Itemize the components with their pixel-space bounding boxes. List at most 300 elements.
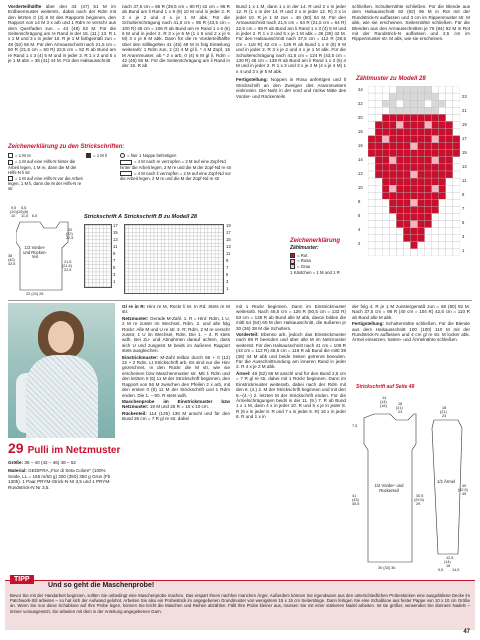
chart-cell bbox=[425, 214, 432, 221]
chart-cell bbox=[439, 157, 446, 164]
row-number: 11 bbox=[113, 244, 118, 249]
paragraph-text: Bund 1 x 1 M, dann 1 x in der 14. R und 2 x in jeder 12. R (1 x in der 14. R und 2 x in jeder 12. R) 3 x in jeder 10. R je 1 M zun = 46 (50) 54 M. Für den Armausschnitt nach 21,5 cm = 64 R (21,5 cm = 64 R) 22,5 cm = 68 R ab Bund am li Rand 1 x 3 (4) 5 M und in jeder 2. R 1 x 2 und 5 x je 1 M abk = 36 (39) 42 M. Für den Halsausschnitt nach 37,5 cm = 112 R (39,5 cm = 118 R) 42 cm = 126 R ab Bund 1 x 8 (8) 9 M und in jeder 2. R 3 x je 2 und 4 x je 1 M abk. Für die Schulterschrägung nach 41,5 cm = 124 R (43,5 cm = 130 R) 46 cm = 138 R ab Bund am li Rand 1 x 3 (5) 4 M und in jeder 2. R 1 x 3 und 3 x je 4 M (4 x je 4 M) 1 x 4 und 3 x je 5 M abk. bbox=[236, 4, 346, 74]
chart-cell bbox=[389, 235, 396, 242]
chart-cell bbox=[375, 171, 382, 178]
chart-cell bbox=[453, 129, 460, 136]
chart-cell bbox=[368, 249, 375, 256]
model-info bbox=[8, 460, 116, 570]
chart-cell bbox=[418, 114, 425, 121]
chart-cell bbox=[418, 129, 425, 136]
chart-cell bbox=[418, 192, 425, 199]
chart-cell bbox=[439, 114, 446, 121]
row-number: 12 bbox=[358, 171, 363, 176]
row-number: 7 bbox=[113, 258, 116, 263]
chart-cell bbox=[382, 214, 389, 221]
chart-cell bbox=[425, 93, 432, 100]
row-number: 9 bbox=[226, 258, 229, 263]
chart-a-rows bbox=[113, 224, 121, 288]
chart-cell bbox=[432, 129, 439, 136]
row-number: 22 bbox=[358, 101, 363, 106]
chart-cell bbox=[396, 150, 403, 157]
paragraph: Größe: 36 – 40 (42 – 46) 48 – 52 bbox=[8, 460, 76, 465]
dimension-label: 20 bbox=[68, 228, 73, 232]
chart-cell bbox=[453, 150, 460, 157]
grey-swatch-icon bbox=[290, 264, 295, 269]
chart-cell bbox=[439, 86, 446, 93]
chart-cell bbox=[403, 178, 410, 185]
text-column-3 bbox=[236, 4, 346, 234]
chart-cell bbox=[382, 129, 389, 136]
chart-cell bbox=[418, 249, 425, 256]
row-number: 18 bbox=[358, 129, 363, 134]
paragraph-text: Noppen in Rosa anfertigen und lt Strickschrift an den Zweigen des Arannmusters einknoten. Die Naht in der vord und rückw Mitte des Vorder- und Rückenteils bbox=[236, 77, 346, 99]
paragraph-text: nach 37,5 cm = 86 R (39,5 cm = 90 R) 42 cm = 96 R ab Bund am li Rand 1 x 9 (9) 10 M und in jeder 2. R 3 x je 2 und 4 x je 1 M abk. Für die Schulterschrägung nach 41,5 cm = 96 R (43,5 cm = 100 R) 46 cm = 106 R ab Bund am re Rand 1 x 6 (6) 6 M und in jeder 2. R 3 x je 5 M (1 x 5 und 2 x je 6 M) 3 x je 6 M abk. Dann für die re Vorderteilhälfte über den stilllegelten 41 (45) 49 M in folg Einteilung weiterarb: 1 Rdm zun, 2 (2) 4 M gl li, * 4 M Zopf, 15 M Arannmuster, ab * 2 x arb, 0 (4) 6 M gl li, Rdm = 42 (46) 50 M. Für die Seitenschrägung am li Rand in der 15. R ab bbox=[122, 4, 230, 69]
dimension-label: (29,5) bbox=[414, 498, 424, 502]
chart-cell bbox=[446, 143, 453, 150]
chart-cell bbox=[368, 93, 375, 100]
chart-cell bbox=[425, 185, 432, 192]
color-legend-title: Zeichenerklärung bbox=[290, 238, 341, 244]
chart-cell bbox=[382, 157, 389, 164]
legend-item: = 1 M re bbox=[8, 153, 83, 158]
chart-cell bbox=[396, 242, 403, 249]
chart-cell bbox=[432, 164, 439, 171]
chart-cell bbox=[375, 221, 382, 228]
chart-cell bbox=[368, 235, 375, 242]
chart-cell bbox=[432, 199, 439, 206]
chart-cell bbox=[432, 86, 439, 93]
chart-cell bbox=[439, 178, 446, 185]
chart-cell bbox=[389, 129, 396, 136]
row-number: 20 bbox=[358, 115, 363, 120]
chart-cell bbox=[410, 171, 417, 178]
chart-cell bbox=[446, 86, 453, 93]
dimension-label: 42,5 bbox=[8, 262, 16, 266]
chart-cell bbox=[382, 178, 389, 185]
chart-cell bbox=[425, 136, 432, 143]
chart-cell bbox=[410, 192, 417, 199]
row-number: 3 bbox=[226, 279, 229, 284]
chart-cell bbox=[446, 171, 453, 178]
chart-cell bbox=[432, 206, 439, 213]
chart-cell bbox=[375, 249, 382, 256]
chart-cell bbox=[432, 178, 439, 185]
paragraph: Rückenteil: 114 (126) 136 M anschl und für den Bund 25 cm = 7 R gl re str, dabei bbox=[122, 410, 230, 422]
symbol-legend bbox=[8, 144, 236, 202]
chart-cell bbox=[418, 107, 425, 114]
chart-cell bbox=[396, 100, 403, 107]
paragraph: Vorderteil: Ebenso arb, jedoch das Einstrickmuster nach 88 R beenden und über alle M im Netzmuster weiterstr. Für den Halsausschnitt nach 41 cm = 106 R (43 cm = 112 R) 45,5 cm = 118 R ab Bund die mittl 38 (38) 44 M abk und beide Seiten getrennt beenden. Für die Ausschnittrundung am inneren Rand in jeder 2. R 4 x je 2 M abk. bbox=[236, 332, 346, 370]
chart-cell bbox=[389, 228, 396, 235]
chart-cell bbox=[410, 214, 417, 221]
pink-swatch-icon bbox=[290, 259, 295, 264]
chart-cell bbox=[446, 114, 453, 121]
chart-cell bbox=[439, 235, 446, 242]
chart-cell bbox=[418, 214, 425, 221]
legend-item: = 1 M li bbox=[86, 153, 116, 158]
chart-cell bbox=[453, 178, 460, 185]
chart-cell bbox=[389, 150, 396, 157]
chart-cell bbox=[425, 129, 432, 136]
chart-cell bbox=[396, 164, 403, 171]
chart-cell bbox=[382, 107, 389, 114]
chart-cell bbox=[389, 121, 396, 128]
chart-cell bbox=[403, 221, 410, 228]
chart-cell bbox=[453, 221, 460, 228]
row-number: 7 bbox=[226, 265, 229, 270]
chart-cell bbox=[453, 249, 460, 256]
chart-cell bbox=[446, 107, 453, 114]
color-legend bbox=[290, 238, 352, 298]
dimension-label: 23 bbox=[398, 410, 403, 414]
chart-cell bbox=[453, 206, 460, 213]
chart-cell bbox=[446, 249, 453, 256]
chart-cell bbox=[425, 164, 432, 171]
dimension-label: (21) bbox=[440, 410, 447, 414]
dimension-label: 30,5 bbox=[416, 494, 424, 498]
chart-cell bbox=[396, 107, 403, 114]
chart-cell bbox=[396, 178, 403, 185]
dimension-label: 22,5 bbox=[64, 268, 72, 272]
chart-cell bbox=[425, 100, 432, 107]
chart-cell bbox=[432, 185, 439, 192]
knit-chart-b bbox=[124, 224, 224, 294]
chart-cell bbox=[410, 136, 417, 143]
chart-cell bbox=[418, 157, 425, 164]
row-number: 4 bbox=[358, 227, 361, 232]
paragraph-heading: Vorderteilhälfte bbox=[8, 4, 42, 9]
dimension-label: (22) bbox=[66, 232, 73, 236]
chart-b-title: Strickschrift B zu Modell 28 bbox=[124, 214, 198, 220]
chart-cell bbox=[382, 86, 389, 93]
dimension-label: (10)(10)(6) bbox=[10, 210, 29, 214]
tip-text: Bevor Sie mit der Handarbeit beginnen, sollten Sie unbedingt eine Maschenprobe machen. Das erspart Ihnen nachher manchen Ärger. Außerdem können Sie irgendwann aus den unterschiedlichen Probestücken eine ausgefallene Decke im Patchwork-Stil arbeiten – so hat sich der Aufwand gelohnt. Arbeiten Sie also ein Probestück im angegebenen Grundmuster von wenigstens 15 x 15 cm Seitenlänge. Dann fertigen Sie eine Schablone aus fester Pappe von 10 x 10 cm Größe an. Wenn Sie nun diese Schablone auf Ihre Probe legen, können Sie leicht die Maschen und Reihen abzählen. Fällt Ihre Probe kleiner aus, müssen Sie mit einer stärkeren Nadel arbeiten. Ist sie größer, verwenden Sie dünnere Nadeln – immer vorausgesetzt, Sie arbeiten mit dem in der Anleitung angegebenen Garn. bbox=[10, 593, 470, 614]
text-column-2 bbox=[122, 4, 230, 142]
dimension-label: 6,5 bbox=[32, 214, 38, 218]
chart-cell bbox=[375, 206, 382, 213]
chart-cell bbox=[375, 107, 382, 114]
chart-cell bbox=[425, 157, 432, 164]
chart-cell bbox=[453, 100, 460, 107]
chart-cell bbox=[368, 221, 375, 228]
row-number: 7 bbox=[462, 206, 465, 211]
chart-cell bbox=[446, 221, 453, 228]
chart-cell bbox=[396, 114, 403, 121]
chart-cell bbox=[410, 150, 417, 157]
dimension-label: 9,5 bbox=[438, 568, 444, 572]
chart-cell bbox=[410, 242, 417, 249]
dimension-label: 45 bbox=[462, 492, 467, 496]
dimension-label: 5,5 bbox=[21, 206, 27, 210]
dimension-label: 29 bbox=[416, 502, 421, 506]
chart-cell bbox=[368, 129, 375, 136]
row-number: 1 bbox=[113, 279, 116, 284]
chart-cell bbox=[368, 206, 375, 213]
chart-cell bbox=[403, 164, 410, 171]
bobble-symbol-icon bbox=[120, 153, 125, 158]
chart-cell bbox=[453, 164, 460, 171]
chart-cell bbox=[418, 136, 425, 143]
chart-cell bbox=[396, 192, 403, 199]
chart-cell bbox=[446, 136, 453, 143]
chart-cell bbox=[453, 121, 460, 128]
chart-cell bbox=[382, 136, 389, 143]
chart-cell bbox=[389, 178, 396, 185]
chart-cell bbox=[425, 107, 432, 114]
chart-cell bbox=[410, 93, 417, 100]
chart-cell bbox=[439, 171, 446, 178]
chart-cell bbox=[382, 242, 389, 249]
row-number: 21 bbox=[462, 108, 467, 113]
dimension-label: 14 bbox=[382, 396, 387, 400]
chart-cell bbox=[403, 228, 410, 235]
chart-cell bbox=[382, 185, 389, 192]
chart-cell bbox=[446, 214, 453, 221]
legend-item: = Grau bbox=[290, 264, 352, 269]
row-number: 11 bbox=[462, 178, 467, 183]
chart-cell bbox=[375, 192, 382, 199]
dimension-label: (21,5) bbox=[62, 264, 72, 268]
dimension-label: (43) bbox=[352, 498, 359, 502]
row-number: 14 bbox=[358, 157, 363, 162]
dimension-label: (14) bbox=[380, 400, 387, 404]
paragraph: Gl re in R: Hinr re M, Rückr li M. In Rd: Stets re M str. bbox=[122, 304, 230, 315]
chart-cell bbox=[368, 114, 375, 121]
chart-cell bbox=[410, 121, 417, 128]
chart-cell bbox=[439, 107, 446, 114]
chart-cell bbox=[425, 221, 432, 228]
chart-cell bbox=[446, 150, 453, 157]
count-chart-strawberry bbox=[368, 86, 460, 256]
chart-cell bbox=[368, 150, 375, 157]
dimension-label: 21,5 bbox=[64, 260, 72, 264]
purl-symbol-icon bbox=[86, 153, 91, 158]
model-number: 29 bbox=[8, 440, 24, 456]
chart-cell bbox=[375, 178, 382, 185]
chart-cell bbox=[368, 199, 375, 206]
chart-cell bbox=[389, 136, 396, 143]
chart-cell bbox=[403, 199, 410, 206]
text-column-5 bbox=[122, 304, 230, 574]
chart-cell bbox=[375, 185, 382, 192]
chart-cell bbox=[368, 214, 375, 221]
chart-cell bbox=[389, 86, 396, 93]
chart-cell bbox=[425, 228, 432, 235]
dimension-label: (14) bbox=[444, 560, 451, 564]
chart-cell bbox=[446, 100, 453, 107]
chart-cell bbox=[382, 143, 389, 150]
chart-cell bbox=[432, 157, 439, 164]
chart-cell bbox=[453, 86, 460, 93]
chart-cell bbox=[425, 114, 432, 121]
legend-item: = 4 M nach li verzopfen = 2 M auf eine Zopf-Nd vor die Arbeit legen, 2 M re und die M der Zopf-Nd re str bbox=[120, 170, 231, 182]
chart-cell bbox=[389, 185, 396, 192]
count-chart-left-rows bbox=[358, 86, 367, 256]
chart-cell bbox=[418, 235, 425, 242]
legend-item: = Rosa bbox=[290, 258, 352, 263]
chart-cell bbox=[410, 86, 417, 93]
chart-cell bbox=[410, 235, 417, 242]
row-number: 2 bbox=[358, 241, 361, 246]
chart-cell bbox=[425, 121, 432, 128]
chart-cell bbox=[446, 242, 453, 249]
row-number: 3 bbox=[462, 234, 465, 239]
chart-cell bbox=[410, 221, 417, 228]
knit-symbol-icon bbox=[8, 153, 13, 158]
row-number: 5 bbox=[113, 265, 116, 270]
chart-cell bbox=[418, 206, 425, 213]
chart-cell bbox=[453, 114, 460, 121]
chart-cell bbox=[418, 221, 425, 228]
paragraph bbox=[236, 77, 346, 99]
chart-cell bbox=[368, 228, 375, 235]
dimension-label: 41 bbox=[352, 494, 357, 498]
chart-cell bbox=[432, 114, 439, 121]
tip-label: TIPP bbox=[10, 575, 34, 584]
chart-cell bbox=[368, 164, 375, 171]
chart-cell bbox=[432, 100, 439, 107]
schematic-label: 1/2 Ärmel bbox=[437, 479, 455, 484]
chart-cell bbox=[432, 143, 439, 150]
chart-cell bbox=[403, 214, 410, 221]
chart-cell bbox=[396, 249, 403, 256]
tip-heading: Und so geht die Maschenprobe! bbox=[48, 582, 155, 589]
chart-cell bbox=[375, 242, 382, 249]
chart-reference: Strickschrift auf Seite 48 bbox=[356, 384, 415, 390]
photo-face bbox=[48, 321, 74, 353]
chart-cell bbox=[389, 192, 396, 199]
chart-cell bbox=[403, 235, 410, 242]
row-number: 24 bbox=[358, 87, 363, 92]
text-column-1 bbox=[8, 4, 116, 142]
color-legend-subtitle: Zählmuster: bbox=[290, 245, 319, 251]
chart-cell bbox=[403, 192, 410, 199]
chart-cell bbox=[382, 121, 389, 128]
chart-cell bbox=[453, 157, 460, 164]
chart-cell bbox=[403, 121, 410, 128]
chart-cell bbox=[368, 143, 375, 150]
chart-cell bbox=[446, 192, 453, 199]
chart-cell bbox=[396, 136, 403, 143]
row-number: 5 bbox=[462, 220, 465, 225]
chart-cell bbox=[439, 192, 446, 199]
paragraph bbox=[8, 4, 116, 63]
chart-cell bbox=[432, 192, 439, 199]
paragraph: mit 1 Rückr beginnen. Dann im Einstrickmuster weiterarb. Nach 48,5 cm = 126 R (50,5 cm = 132 R) 53 cm = 138 R ab Bund alle M abk, davon bilden die mittl 54 (54) 60 M den Halsausschnitt, die äußeren je 30 (36) 38 M die Schultern. bbox=[236, 304, 346, 331]
paragraph: Einstrickmuster: M-Zahl teilbar durch 56 + 0 (12) 22 + 2 Rdm. Lt Strickschrift arb. Es sind nur die Hinr gezeichnet, in den Rückr die M str, wie sie erscheinen bzw Maschenmuster str. Mit 1 Rdm und den letzten 0 (6) 11 M der Strickschrift beginnen, den Rapport von 56 M zwischen den Pfeilen 2 x arb, mit den ersten 0 (6) 11 M der Strickschrift und 1 Rdm enden. Die 1. – 90. R stets wdh. bbox=[122, 354, 230, 398]
chart-cell bbox=[382, 164, 389, 171]
chart-cell bbox=[432, 171, 439, 178]
chart-cell bbox=[410, 228, 417, 235]
dimension-label: 12,5 bbox=[446, 556, 454, 560]
chart-cell bbox=[410, 157, 417, 164]
chart-cell bbox=[439, 100, 446, 107]
legend-item: = Rot bbox=[290, 253, 352, 258]
chart-cell bbox=[410, 178, 417, 185]
row-number: 15 bbox=[226, 237, 231, 242]
chart-cell bbox=[368, 192, 375, 199]
photo-sweater bbox=[26, 355, 98, 438]
chart-cell bbox=[396, 93, 403, 100]
paragraph-heading: Fertigstellung: bbox=[236, 77, 268, 83]
chart-cell bbox=[368, 242, 375, 249]
chart-cell bbox=[368, 107, 375, 114]
chart-cell bbox=[439, 143, 446, 150]
chart-cell bbox=[375, 129, 382, 136]
row-number: 10 bbox=[358, 185, 363, 190]
chart-cell bbox=[368, 157, 375, 164]
chart-cell bbox=[418, 86, 425, 93]
dimension-label: (16) bbox=[380, 404, 387, 408]
legend-item: = 1 M auf eine Hilfs-N vor die Arbeit legen, 1 M li, dann die M der Hilfs-N re str bbox=[8, 175, 83, 192]
legend-item: = 4 M nach re verzopfen = 2 M auf eine Zopf-Nd hinter die Arbeit legen, 2 M re und die M der Zopf-Nd re str bbox=[120, 159, 232, 170]
chart-cell bbox=[375, 228, 382, 235]
chart-cell bbox=[453, 242, 460, 249]
chart-cell bbox=[425, 171, 432, 178]
chart-cell bbox=[439, 221, 446, 228]
legend-title: Zeichenerklärung zu den Strickschriften: bbox=[8, 144, 125, 150]
chart-cell bbox=[432, 121, 439, 128]
text-column-7 bbox=[352, 304, 470, 384]
chart-cell bbox=[375, 150, 382, 157]
chart-cell bbox=[375, 86, 382, 93]
chart-cell bbox=[410, 143, 417, 150]
chart-cell bbox=[425, 150, 432, 157]
chart-cell bbox=[403, 157, 410, 164]
chart-cell bbox=[403, 100, 410, 107]
chart-cell bbox=[453, 199, 460, 206]
chart-cell bbox=[425, 143, 432, 150]
chart-cell bbox=[418, 150, 425, 157]
chart-cell bbox=[368, 171, 375, 178]
chart-cell bbox=[453, 185, 460, 192]
paragraph: Ärmel: 48 (52) 56 M anschl und für den Bund 2,5 cm = 7 R gl re str, dabei mit 1 Rückr beginnen. Dann im Einstrickmuster weiterarb, dabei nach der Rdm mit den 6. (4.) 2. M der Strickschrift beginnen und mit den 6.–(4.–) 2. letzten M der Strickschrift enden. Für die Ärmelschrägungen beids in der 11. (9.) 7. R ab Bund 1 x 1 M, dann 4 x in jeder 10. R und 5 x je in jeder 8. R (6 x in jeder 8. R und 7 x in jeder 6. R) 16 x in jeder 6. R und 1 x in bbox=[236, 370, 346, 420]
legend-note: 1 Kästchen = 1 M und 1 R bbox=[290, 270, 340, 276]
chart-a-title: Strickschrift A bbox=[84, 214, 123, 220]
dimension-label: (40) bbox=[8, 258, 15, 262]
chart-cell bbox=[396, 214, 403, 221]
chart-cell bbox=[425, 199, 432, 206]
dimension-label: 18 bbox=[398, 402, 403, 406]
chart-cell bbox=[403, 206, 410, 213]
chart-cell bbox=[425, 242, 432, 249]
chart-cell bbox=[439, 164, 446, 171]
dimension-label: 38 bbox=[8, 254, 13, 258]
row-number: 17 bbox=[226, 230, 231, 235]
page-number: 47 bbox=[463, 629, 470, 635]
model-photo bbox=[8, 303, 115, 438]
chart-cell bbox=[410, 100, 417, 107]
row-number: 1 bbox=[462, 248, 465, 253]
chart-cell bbox=[382, 206, 389, 213]
row-number: 8 bbox=[358, 199, 361, 204]
count-chart-right-rows bbox=[462, 86, 472, 256]
chart-cell bbox=[368, 178, 375, 185]
chart-cell bbox=[382, 199, 389, 206]
chart-cell bbox=[432, 221, 439, 228]
schematic-pullover bbox=[352, 394, 474, 574]
row-number: 3 bbox=[113, 272, 116, 277]
row-number: 9 bbox=[462, 192, 465, 197]
chart-b-rows bbox=[226, 224, 234, 294]
chart-cell bbox=[403, 249, 410, 256]
dimension-label: 18 bbox=[442, 406, 447, 410]
chart-cell bbox=[382, 228, 389, 235]
chart-cell bbox=[375, 235, 382, 242]
row-number: 6 bbox=[358, 213, 361, 218]
paragraph: Material: GEDIFRA „Fior di Seta Colore" (100% Seide, LL = 165 m/50 g) 300 (350) 350 g Grün (Fb 1305). 1 Paar PRYM-Strick-N Nr 3,5 und 1 PRYM-Rundstrick-N Nr 3,5. bbox=[8, 468, 111, 490]
chart-cell bbox=[446, 178, 453, 185]
